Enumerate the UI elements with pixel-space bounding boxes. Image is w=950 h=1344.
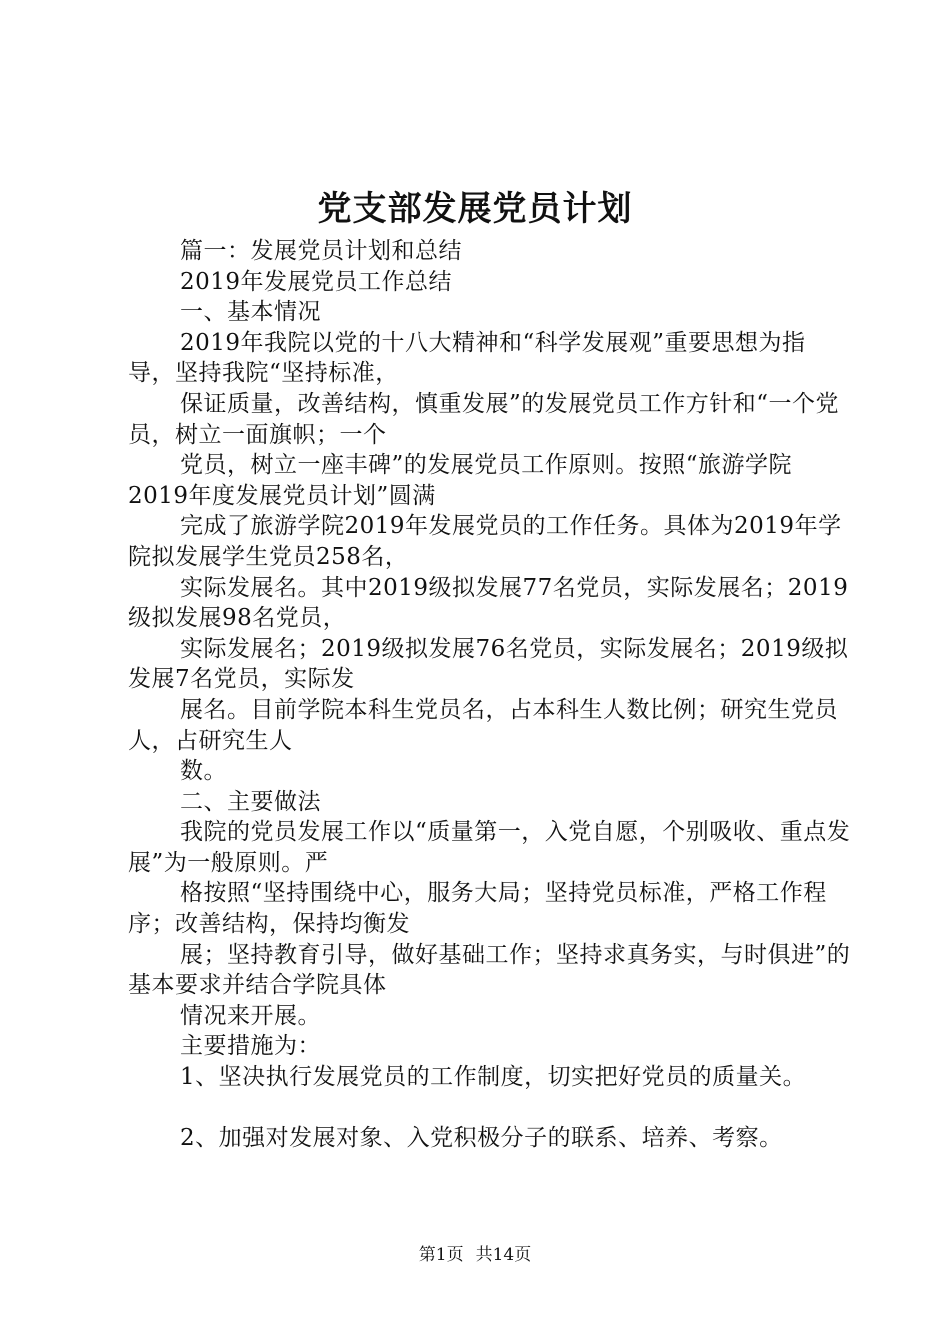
paragraph: 格按照“坚持围绕中心，服务大局；坚持党员标准，严格工作程序；改善结构，保持均衡发	[128, 880, 827, 938]
paragraph-heading-basic: 一、基本情况	[180, 299, 321, 326]
page-number: 第1页	[418, 1245, 464, 1265]
page-total: 共14页	[475, 1245, 532, 1265]
page-footer	[0, 1243, 950, 1267]
paragraph: 2019年我院以党的十八大精神和“科学发展观”重要思想为指导，坚持我院“坚持标准，	[128, 329, 806, 387]
paragraph: 完成了旅游学院2019年发展党员的工作任务。具体为2019年学院拟发展学生党员258名，	[128, 513, 842, 570]
paragraph-section-heading: 篇一：发展党员计划和总结	[180, 238, 462, 264]
paragraph: 我院的党员发展工作以“质量第一，入党自愿，个别吸收、重点发展”为一般原则。严	[128, 819, 851, 876]
document-title: 党支部发展党员计划	[317, 189, 633, 229]
paragraph: 数。	[180, 758, 227, 785]
paragraph: 实际发展名。其中2019级拟发展77名党员，实际发展名；2019级拟发展98名党员，	[128, 574, 849, 632]
paragraph-heading-methods: 二、主要做法	[180, 788, 321, 815]
paragraph-subtitle: 2019年发展党员工作总结	[180, 268, 453, 295]
paragraph: 展；坚持教育引导，做好基础工作；坚持求真务实，与时俱进”的基本要求并结合学院具体	[128, 941, 851, 999]
paragraph-measures-heading: 主要措施为：	[180, 1033, 321, 1060]
paragraph: 党员，树立一座丰碑”的发展党员工作原则。按照“旅游学院2019年度发展党员计划”圆满	[128, 452, 793, 509]
document-body	[128, 236, 852, 1153]
list-item: 2、加强对发展对象、入党积极分子的联系、培养、考察。	[180, 1124, 783, 1151]
paragraph: 展名。目前学院本科生党员名，占本科生人数比例；研究生党员人，占研究生人	[128, 696, 838, 754]
list-item: 1、坚决执行发展党员的工作制度，切实把好党员的质量关。	[180, 1064, 807, 1091]
paragraph: 情况来开展。	[180, 1002, 321, 1029]
paragraph: 保证质量，改善结构，慎重发展”的发展党员工作方针和“一个党员，树立一面旗帜；一个	[128, 390, 840, 448]
paragraph: 实际发展名；2019级拟发展76名党员，实际发展名；2019级拟发展7名党员，实际发	[128, 635, 849, 693]
